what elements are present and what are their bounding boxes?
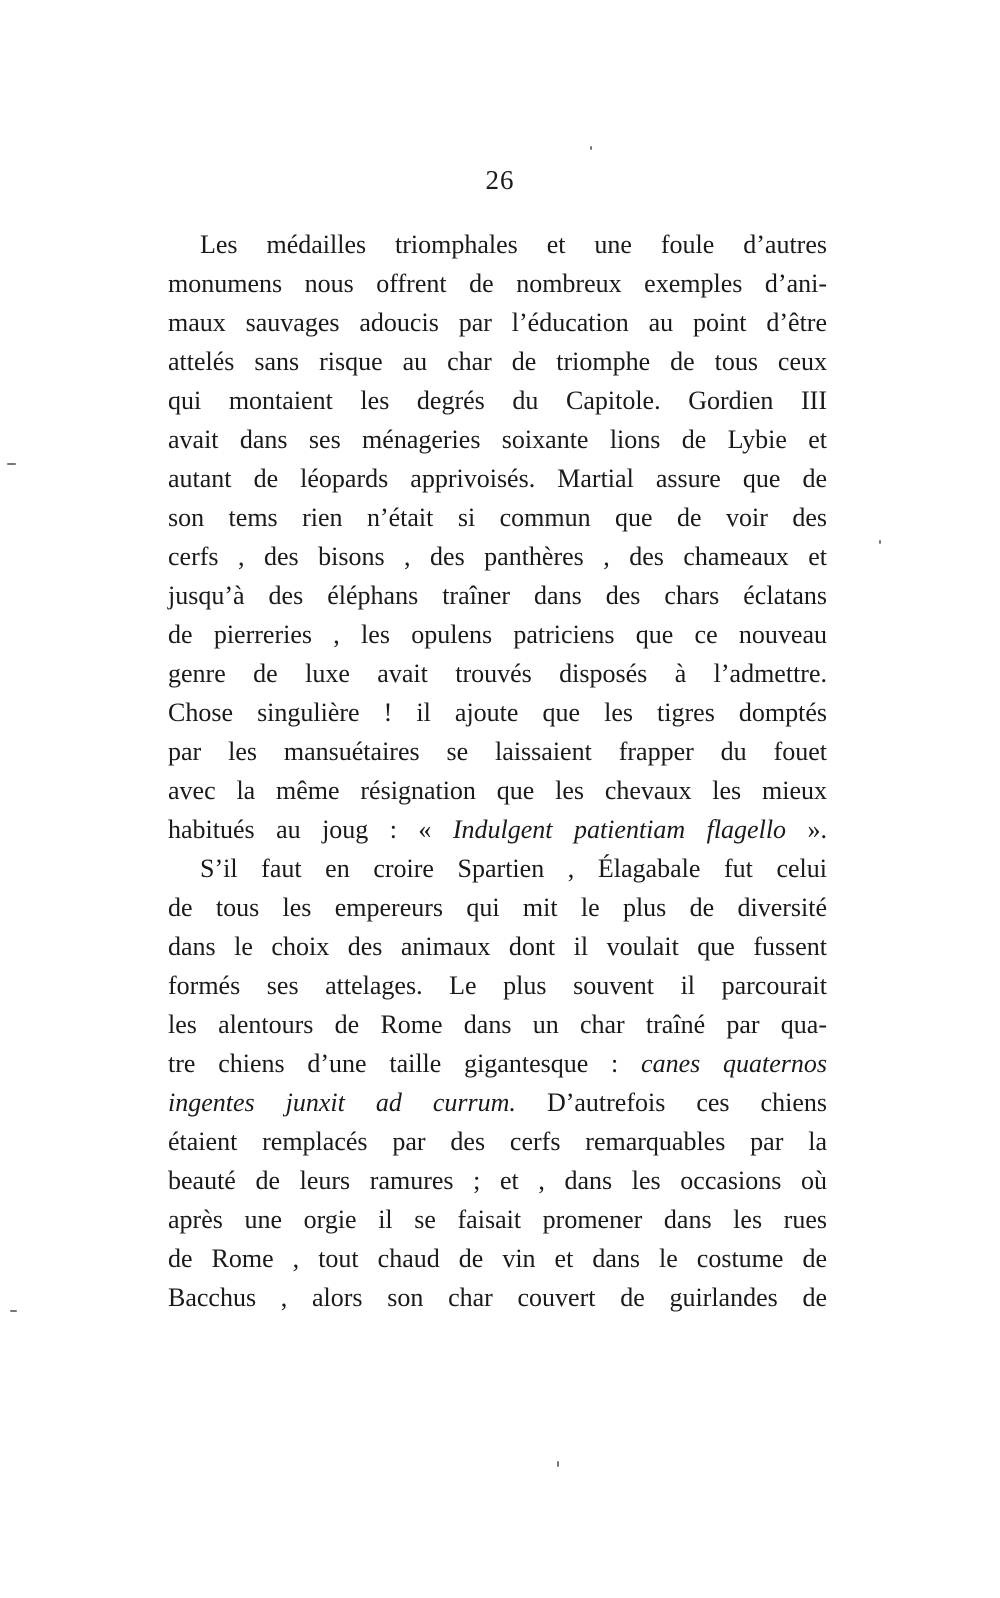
italic-text: canes quaternos — [641, 1049, 827, 1078]
scan-speck — [590, 146, 592, 150]
text-segment: ». — [786, 815, 827, 844]
text-segment: son tems rien n’était si commun que de voir des — [168, 503, 827, 532]
text-segment: avec la même résignation que les chevaux les mieux — [168, 776, 827, 805]
italic-text: ingentes junxit ad currum. — [168, 1088, 516, 1117]
text-line — [168, 537, 827, 576]
text-segment: Les médailles triomphales et une foule d’autres — [200, 230, 827, 259]
text-segment: formés ses attelages. Le plus souvent il parcourait — [168, 971, 827, 1000]
text-line — [168, 1122, 827, 1161]
text-segment: attelés sans risque au char de triomphe de tous ceux — [168, 347, 827, 376]
text-line — [168, 771, 827, 810]
text-line — [168, 810, 827, 849]
text-segment: jusqu’à des éléphans traîner dans des chars éclatans — [168, 581, 827, 610]
text-segment: après une orgie il se faisait promener dans les rues — [168, 1205, 827, 1234]
text-line — [168, 381, 827, 420]
text-line — [168, 225, 827, 264]
text-line — [168, 1083, 827, 1122]
text-line — [168, 576, 827, 615]
body-text — [168, 225, 827, 1317]
page-number: 26 — [485, 165, 515, 195]
text-segment: tre chiens d’une taille gigantesque : — [168, 1049, 642, 1078]
text-line — [168, 459, 827, 498]
text-segment: monumens nous offrent de nombreux exemples d’ani- — [168, 269, 827, 298]
scan-speck — [557, 1461, 559, 1467]
text-line — [168, 693, 827, 732]
text-line — [168, 888, 827, 927]
text-segment: genre de luxe avait trouvés disposés à l’admettre. — [168, 659, 827, 688]
text-segment: habitués au joug : « — [168, 815, 453, 844]
text-segment: Bacchus , alors son char couvert de guirlandes de — [168, 1283, 827, 1312]
text-line — [168, 1200, 827, 1239]
italic-text: Indulgent patientiam flagello — [452, 815, 787, 844]
text-segment: cerfs , des bisons , des panthères , des chameaux et — [168, 542, 827, 571]
text-line — [168, 615, 827, 654]
text-line — [168, 654, 827, 693]
text-segment: avait dans ses ménageries soixante lions de Lybie et — [168, 425, 827, 454]
text-segment: D’autrefois ces chiens — [515, 1088, 827, 1117]
text-segment: S’il faut en croire Spartien , Élagabale fut celui — [200, 854, 827, 883]
text-line — [168, 1239, 827, 1278]
text-line — [168, 849, 827, 888]
text-segment: de Rome , tout chaud de vin et dans le costume de — [168, 1244, 827, 1273]
text-segment: Chose singulière ! il ajoute que les tigres domptés — [168, 698, 827, 727]
text-line — [168, 732, 827, 771]
text-segment: beauté de leurs ramures ; et , dans les occasions où — [168, 1166, 827, 1195]
text-line — [168, 1005, 827, 1044]
text-line — [168, 264, 827, 303]
text-line — [168, 498, 827, 537]
text-segment: de tous les empereurs qui mit le plus de diversité — [168, 893, 827, 922]
text-segment: autant de léopards apprivoisés. Martial assure que de — [168, 464, 827, 493]
text-line — [168, 1044, 827, 1083]
text-line — [168, 420, 827, 459]
text-segment: maux sauvages adoucis par l’éducation au point d’être — [168, 308, 827, 337]
text-segment: étaient remplacés par des cerfs remarquables par la — [168, 1127, 827, 1156]
scan-speck — [7, 463, 16, 465]
text-line — [168, 303, 827, 342]
text-segment: de pierreries , les opulens patriciens que ce nouveau — [168, 620, 827, 649]
text-segment: dans le choix des animaux dont il voulait que fussent — [168, 932, 827, 961]
text-segment: par les mansuétaires se laissaient frapper du fouet — [168, 737, 827, 766]
text-line — [168, 342, 827, 381]
text-segment: les alentours de Rome dans un char traîné par qua- — [168, 1010, 827, 1039]
text-line — [168, 927, 827, 966]
text-segment: qui montaient les degrés du Capitole. Gordien III — [168, 386, 827, 415]
text-line — [168, 966, 827, 1005]
scan-speck — [10, 1310, 17, 1312]
scan-speck — [879, 540, 881, 544]
text-line — [168, 1161, 827, 1200]
text-line — [168, 1278, 827, 1317]
